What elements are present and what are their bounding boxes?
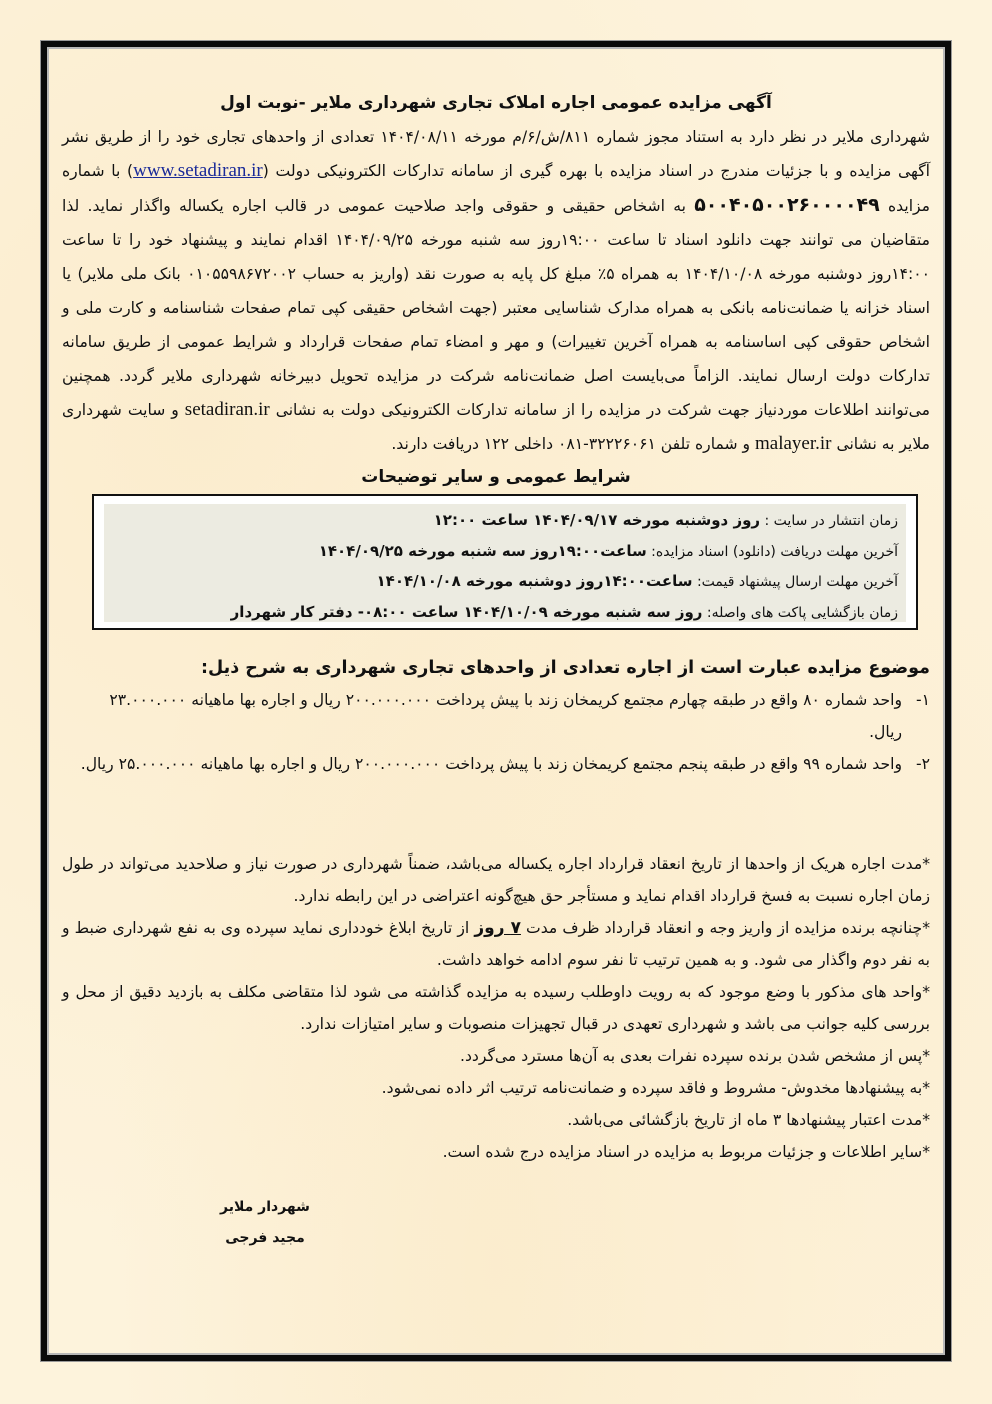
schedule-label: زمان انتشار در سایت : [760,513,898,529]
setadiran-address: setadiran.ir [184,399,270,420]
announcement-title: آگهی مزایده عمومی اجاره املاک تجاری شهرداری ملایر -نوبت اول [220,93,772,113]
note-text: از تاریخ ابلاغ خودداری نماید سپرده وی به نفع شهرداری ضبط و به نفر دوم واگذار می شود. و به همین ترتیب تا نفر سوم ادامه خواهد داشت. [62,919,930,969]
schedule-label: آخرین مهلت ارسال پیشنهاد قیمت: [692,574,898,590]
schedule-label: آخرین مهلت دریافت (دانلود) اسناد مزایده: [646,543,898,560]
item-number: ۱- [915,691,930,709]
intro-text-5: و شماره تلفن ۳۲۲۲۶۰۶۱-۰۸۱ داخلی ۱۲۲ دریافت دارند. [391,435,755,453]
note-lease-term: *مدت اجاره هریک از واحدها از تاریخ انعقاد قرارداد اجاره یکساله می‌باشد، ضمناً شهرداری در صورت نیاز و صلاحدید می‌تواند در طول زمان اجاره نسبت به فسخ قرارداد اقدام نماید و مستأجر حق هیچ‌گونه اعتراضی در این رابطه ندارد. [62,855,930,905]
subject-heading: موضوع مزایده عبارت است از اجاره تعدادی از واحدهای تجاری شهرداری به شرح ذیل: [201,658,930,678]
setadiran-link[interactable]: www.setadiran.ir [133,160,263,181]
signer-name: مجید فرجی [225,1230,305,1246]
intro-text-3: به اشخاص حقیقی و حقوقی واجد صلاحیت عمومی در قالب اجاره یکساله واگذار نماید. لذا متقاضیان می توانند جهت دانلود اسناد تا ساعت ۱۹:۰۰روز سه شنبه مورخه ۱۴۰۴/۰۹/۲۵ اقدام نمایند و پیشنهاد خود را تا ساعت ۱۴:۰۰روز دوشنبه مورخه ۱۴۰۴/۱۰/۰۸ به همراه ۵٪ مبلغ کل پایه به صورت نقد (واریز به حساب ۰۱۰۵۵۹۸۶۷۲۰۰۲ بانک ملی ملایر) یا اسناد خزانه یا ضمانت‌نامه بانکی به همراه مدارک شناسایی معتبر (جهت اشخاص حقیقی کپی تمام صفحات شناسنامه و کارت ملی و اشخاص حقوقی کپی اساسنامه به همراه آخرین تغییرات) و مهر و امضاء تمام صفحات قرارداد و شرایط عمومی از طریق سامانه تدارکات دولت ارسال نمایند. الزاماً می‌بایست اصل ضمانت‌نامه شرکت در مزایده تحویل دبیرخانه شهرداری ملایر گردد. همچنین می‌توانند اطلاعات موردنیاز جهت شرکت در مزایده را از سامانه تدارکات الکترونیکی دولت به نشانی [62,197,931,419]
deadline-days: ۷ روز [474,918,521,938]
schedule-row-bid-deadline [104,567,898,598]
schedule-box [92,494,918,630]
note-bid-validity: *مدت اعتبار پیشنهادها ۳ ماه از تاریخ بازگشائی می‌باشد. [567,1111,930,1129]
item-number: ۲- [915,755,930,773]
schedule-row-opening [104,598,898,629]
note-invalid-bids: *به پیشنهادها مخدوش- مشروط و فاقد سپرده و ضمانت‌نامه ترتیب اثر داده نمی‌شود. [381,1079,930,1097]
unit-item [62,748,930,780]
schedule-label: زمان بازگشایی پاکت های واصله: [702,604,898,621]
note-deposit-refund: *پس از مشخص شدن برنده سپرده نفرات بعدی به آن‌ها مسترد می‌گردد. [460,1047,930,1065]
auction-number: ۵۰۰۴۰۵۰۰۲۶۰۰۰۰۴۹ [694,194,880,216]
item-text: واحد شماره ۸۰ واقع در طبقه چهارم مجتمع کریمخان زند با پیش پرداخت ۲۰۰.۰۰۰.۰۰۰ ریال و اجاره بها ماهیانه ۲۳.۰۰۰.۰۰۰ ریال. [109,691,902,741]
schedule-value: روز سه شنبه مورخه ۱۴۰۴/۱۰/۰۹ ساعت ۰۸:۰۰- دفتر کار شهردار [230,602,703,621]
item-text: واحد شماره ۹۹ واقع در طبقه پنجم مجتمع کریمخان زند با پیش پرداخت ۲۰۰.۰۰۰.۰۰۰ ریال و اجاره بها ماهیانه ۲۵.۰۰۰.۰۰۰ ریال. [80,755,902,773]
schedule-row-publish [104,506,898,537]
intro-text-2: ) با شماره مزایده [62,162,930,215]
signature-block [200,1192,330,1254]
note-other-details: *سایر اطلاعات و جزئیات مربوط به مزایده در اسناد مزایده درج شده است. [442,1143,930,1161]
intro-paragraph [62,120,930,461]
signer-title: شهردار ملایر [220,1199,310,1215]
malayer-address: malayer.ir [754,433,832,454]
conditions-title: شرایط عمومی و سایر توضیحات [361,467,631,487]
schedule-row-download-deadline [104,537,898,568]
intro-text-4: و سایت شهرداری ملایر به نشانی [62,401,930,453]
schedule-value: روز دوشنبه مورخه ۱۴۰۴/۰۹/۱۷ ساعت ۱۲:۰۰ [433,511,761,529]
note-winner-deadline [62,912,930,976]
schedule-list [104,504,906,622]
auction-subject [62,652,930,780]
note-as-is-condition: *واحد های مذکور با وضع موجود که به رویت داوطلب رسیده به مزایده گذاشته می شود لذا متقاضی مکلف به بازدید دقیق از محل و بررسی کلیه جوانب می باشد و شهرداری تعهدی در قبال تجهیزات منصوبات و سایر امتیازات ندارد. [62,983,930,1033]
intro-text-1: شهرداری ملایر در نظر دارد به استناد مجوز شماره ۸۱۱/ش/۶/م مورخه ۱۴۰۴/۰۸/۱۱ تعدادی از واحدهای تجاری خود را از طریق نشر آگهی مزایده و با جزئیات مندرج در اسناد مزایده با بهره گیری از سامانه تدارکات الکترونیکی دولت ( [62,128,930,180]
schedule-value: ساعت۱۹:۰۰روز سه شنبه مورخه ۱۴۰۴/۰۹/۲۵ [318,541,647,560]
schedule-value: ساعت۱۴:۰۰روز دوشنبه مورخه ۱۴۰۴/۱۰/۰۸ [376,572,693,590]
notes-section [62,848,930,1168]
note-text: *چنانچه برنده مزایده از واریز وجه و انعقاد قرارداد ظرف مدت [520,919,930,937]
announcement-body [62,86,930,493]
unit-item [62,684,930,748]
